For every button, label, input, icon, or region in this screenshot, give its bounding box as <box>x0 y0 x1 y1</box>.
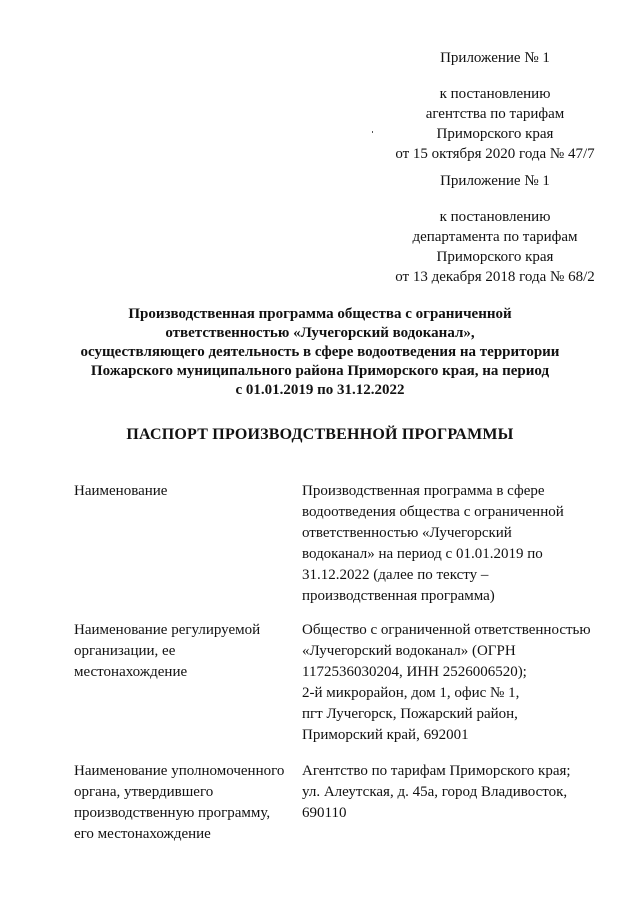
appendix-current-line: от 15 октября 2020 года № 47/7 <box>395 146 595 162</box>
appendix-current-title: Приложение № 1 <box>440 50 550 66</box>
appendix-previous-line: от 13 декабря 2018 года № 68/2 <box>395 269 595 285</box>
program-heading-line: осуществляющего деятельность в сфере водоотведения на территории <box>80 344 560 360</box>
passport-row-value <box>302 481 612 607</box>
appendix-previous-line: Приморского края <box>436 249 554 265</box>
passport-row-label <box>74 481 289 502</box>
passport-row-value <box>302 620 612 746</box>
label-line: производственную программу, <box>74 805 271 821</box>
value-line: ответственностью «Лучегорский <box>302 525 512 541</box>
value-line: Общество с ограниченной ответственностью <box>302 622 591 638</box>
value-line: Агентство по тарифам Приморского края; <box>302 763 571 779</box>
label-line: органа, утвердившего <box>74 784 214 800</box>
value-line: Производственная программа в сфере <box>302 483 545 499</box>
value-line: «Лучегорский водоканал» (ОГРН <box>302 643 516 659</box>
passport-row-label <box>74 761 289 845</box>
appendix-previous-block <box>360 171 630 287</box>
passport-title: ПАСПОРТ ПРОИЗВОДСТВЕННОЙ ПРОГРАММЫ <box>126 426 514 443</box>
value-line: пгт Лучегорск, Пожарский район, <box>302 706 518 722</box>
appendix-previous-line: департамента по тарифам <box>412 229 578 245</box>
value-line: водоканал» на период с 01.01.2019 по <box>302 546 543 562</box>
value-line: водоотведения общества с ограниченной <box>302 504 564 520</box>
appendix-current-line: к постановлению <box>439 86 551 102</box>
label-line: Наименование <box>74 483 168 499</box>
value-line: ул. Алеутская, д. 45а, город Владивосток, <box>302 784 568 800</box>
program-heading-line: ответственностью «Лучегорский водоканал», <box>165 325 475 341</box>
value-line: 2-й микрорайон, дом 1, офис № 1, <box>302 685 520 701</box>
value-line: 31.12.2022 (далее по тексту – <box>302 567 489 583</box>
program-heading-line: с 01.01.2019 по 31.12.2022 <box>235 382 405 398</box>
appendix-previous-line: к постановлению <box>439 209 551 225</box>
value-line: производственная программа) <box>302 588 495 604</box>
passport-row-value <box>302 761 612 824</box>
passport-row-label <box>74 620 289 683</box>
value-line: 1172536030204, ИНН 2526006520); <box>302 664 527 680</box>
program-heading-line: Пожарского муниципального района Приморского края, на период <box>90 363 550 379</box>
appendix-current-line: агентства по тарифам <box>425 106 565 122</box>
appendix-previous-title: Приложение № 1 <box>440 173 550 189</box>
value-line: Приморский край, 692001 <box>302 727 469 743</box>
program-heading <box>60 305 580 400</box>
label-line: Наименование регулируемой <box>74 622 261 638</box>
appendix-current-block <box>360 48 630 164</box>
label-line: Наименование уполномоченного <box>74 763 285 779</box>
label-line: местонахождение <box>74 664 188 680</box>
label-line: его местонахождение <box>74 826 211 842</box>
label-line: организации, ее <box>74 643 176 659</box>
value-line: 690110 <box>302 805 347 821</box>
program-heading-line: Производственная программа общества с ограниченной <box>128 306 512 322</box>
appendix-current-line: Приморского края <box>436 126 554 142</box>
